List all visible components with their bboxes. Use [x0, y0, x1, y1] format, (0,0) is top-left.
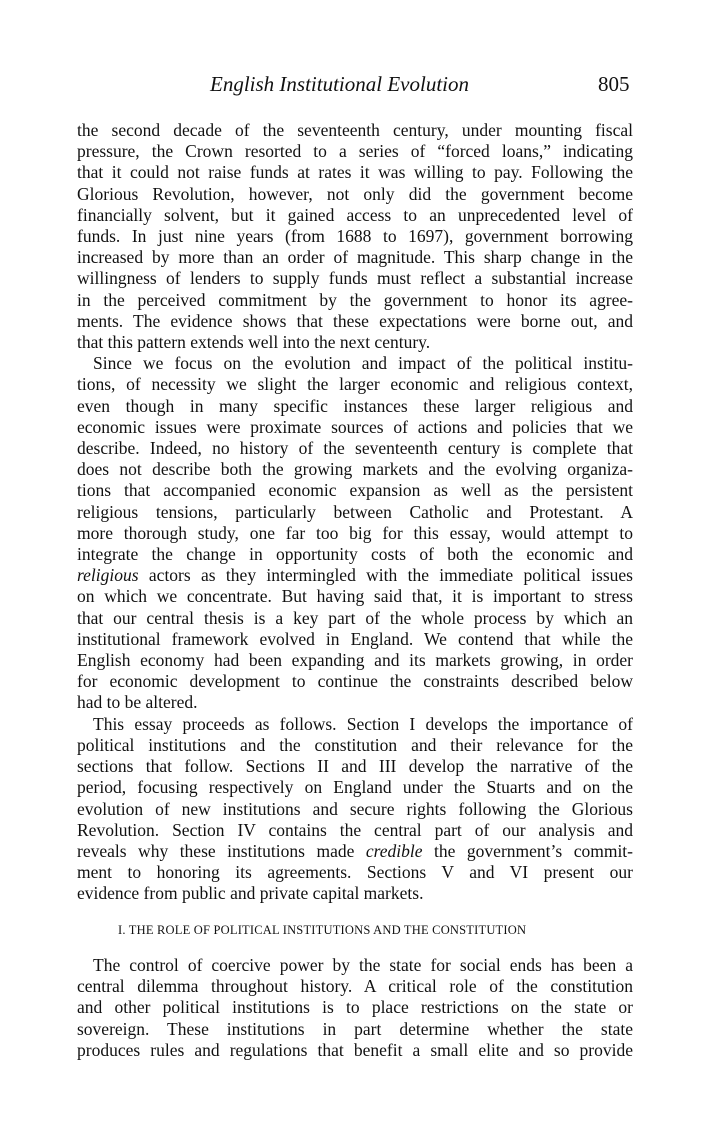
text-line: more thorough study, one far too big for this essay, would attempt to: [77, 522, 633, 543]
text-line: period, focusing respectively on England under the Stuarts and on the: [77, 777, 633, 798]
text-line: produces rules and regulations that benefit a small elite and so provide: [77, 1039, 633, 1060]
text-line: even though in many specific instances these larger religious and: [77, 395, 633, 416]
text-line-with-emphasis: [77, 565, 633, 586]
text-line: the second decade of the seventeenth century, under mounting fiscal: [77, 120, 633, 140]
page-number: 805: [598, 72, 630, 96]
text-line: central dilemma throughout history. A critical role of the constitution: [77, 976, 633, 997]
text-line: pressure, the Crown resorted to a series of “forced loans,” indicating: [77, 141, 633, 162]
line-suffix: the government’s commit-: [422, 840, 633, 861]
text-line: sovereign. These institutions in part determine whether the state: [77, 1018, 633, 1039]
text-line: that our central thesis is a key part of the whole process by which an: [77, 607, 633, 628]
paragraph-3: [77, 714, 633, 905]
body-text: [77, 120, 633, 905]
section-heading: I. THE ROLE OF POLITICAL INSTITUTIONS AND THE CONSTITUTION: [118, 923, 527, 937]
text-line: and other political institutions is to place restrictions on the state or: [77, 997, 633, 1018]
text-line: The control of coercive power by the state for social ends has been a: [93, 955, 633, 975]
text-line: funds. In just nine years (from 1688 to 1697), government borrowing: [77, 226, 633, 247]
text-line: economic issues were proximate sources of actions and policies that we: [77, 416, 633, 437]
text-line: increased by more than an order of magnitude. This sharp change in the: [77, 247, 633, 268]
text-line: English economy had been expanding and its markets growing, in order: [77, 650, 633, 671]
text-line: integrate the change in opportunity costs of both the economic and: [77, 544, 633, 565]
text-line: evidence from public and private capital markets.: [77, 883, 424, 904]
text-line: Since we focus on the evolution and impact of the political institu-: [93, 353, 633, 374]
running-head: [0, 70, 710, 100]
text-line: on which we concentrate. But having said that, it is important to stress: [77, 586, 633, 607]
text-line: evolution of new institutions and secure rights following the Glorious: [77, 798, 633, 819]
text-line: ments. The evidence shows that these expectations were borne out, and: [77, 310, 633, 331]
text-line: that this pattern extends well into the next century.: [77, 332, 431, 353]
running-title: English Institutional Evolution: [210, 72, 469, 96]
text-line: This essay proceeds as follows. Section I develops the importance of: [93, 713, 633, 734]
text-line: political institutions and the constitution and their relevance for the: [77, 734, 633, 755]
text-line-with-emphasis: [77, 841, 633, 862]
line-suffix: actors as they intermingled with the immediate political issues: [138, 565, 633, 586]
text-line: Revolution. Section IV contains the central part of our analysis and: [77, 819, 633, 840]
paragraph-2: [77, 353, 633, 713]
emphasis-credible: credible: [365, 840, 423, 861]
text-line: Glorious Revolution, however, not only did the government become: [77, 183, 633, 204]
body-text-section-1: [77, 955, 633, 1061]
text-line: willingness of lenders to supply funds must reflect a substantial increase: [77, 268, 633, 289]
paragraph-4: [77, 955, 633, 1061]
text-line: religious tensions, particularly between Catholic and Protestant. A: [77, 501, 633, 522]
text-line: that it could not raise funds at rates it was willing to pay. Following the: [77, 162, 633, 183]
paragraph-1: [77, 120, 633, 353]
text-line: tions that accompanied economic expansion as well as the persistent: [77, 480, 633, 501]
text-line: describe. Indeed, no history of the seventeenth century is complete that: [77, 438, 633, 459]
text-line: ment to honoring its agreements. Sections V and VI present our: [77, 862, 633, 883]
text-line: in the perceived commitment by the government to honor its agree-: [77, 289, 633, 310]
text-line: sections that follow. Sections II and III develop the narrative of the: [77, 756, 633, 777]
text-line: for economic development to continue the constraints described below: [77, 671, 633, 692]
emphasis-religious: religious: [77, 565, 139, 586]
text-line: tions, of necessity we slight the larger economic and religious context,: [77, 374, 633, 395]
text-line: institutional framework evolved in England. We contend that while the: [77, 628, 633, 649]
text-line: does not describe both the growing markets and the evolving organiza-: [77, 459, 633, 480]
text-line: financially solvent, but it gained access to an unprecedented level of: [77, 204, 633, 225]
line-prefix: reveals why these institutions made: [77, 840, 366, 861]
text-line: had to be altered.: [77, 692, 198, 713]
